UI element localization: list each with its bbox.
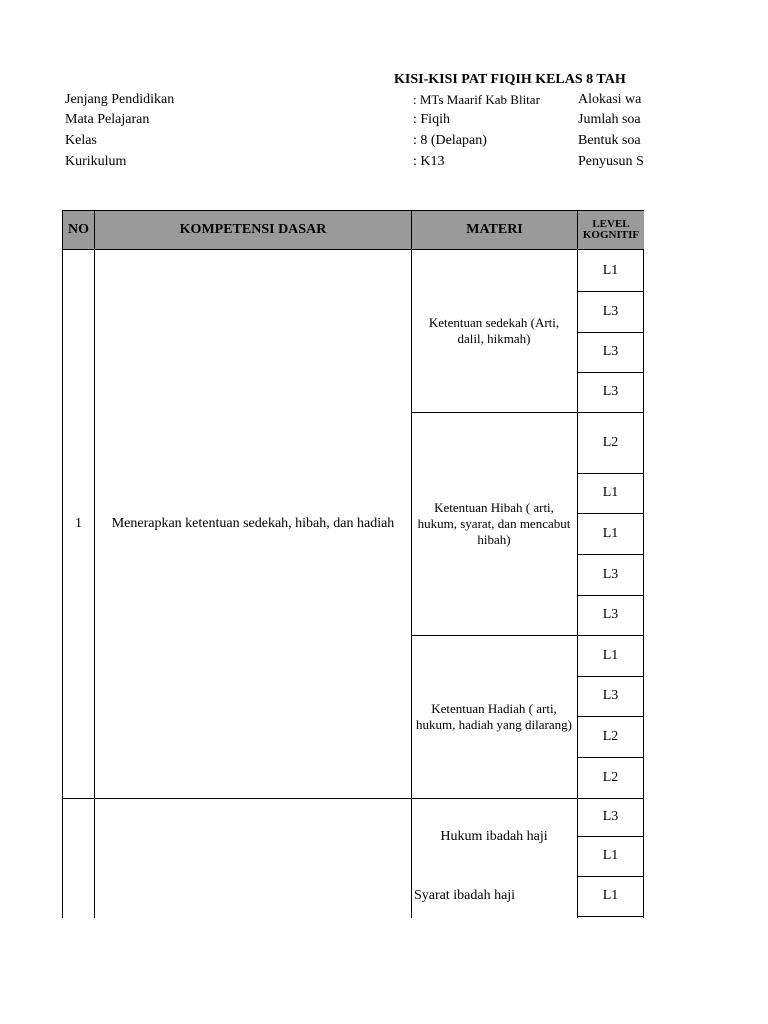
header-materi: MATERI — [411, 210, 578, 250]
header-level-kognitif — [577, 210, 644, 250]
level-cell: L1 — [602, 485, 619, 500]
level-cell: L1 — [602, 262, 619, 278]
header-level-line2: KOGNITIF — [582, 229, 640, 241]
materi-hukum-haji-text: Hukum ibadah haji — [440, 829, 548, 844]
level-cell: L3 — [602, 809, 619, 824]
materi-syarat-haji-text: Syarat ibadah haji — [414, 888, 516, 903]
meta-right-jumlah: Jumlah soa — [578, 112, 641, 127]
level-cell: L1 — [602, 848, 619, 863]
level-cell: L3 — [602, 303, 619, 319]
row-1-no: 1 — [75, 516, 82, 531]
materi-sedekah-text: Ketentuan sedekah (Arti, dalil, hikmah) — [428, 315, 560, 346]
document-title: KISI-KISI PAT FIQIH KELAS 8 TAH — [394, 72, 626, 87]
level-cell: L2 — [602, 434, 619, 450]
meta-label-kelas: Kelas — [65, 133, 97, 148]
materi-hadiah — [416, 635, 572, 798]
header-level-line1: LEVEL — [592, 218, 630, 230]
level-cell: L2 — [602, 728, 619, 744]
materi-hibah-text: Ketentuan Hibah ( arti, hukum, syarat, dan mencabut hibah) — [417, 499, 571, 547]
level-cell: L3 — [602, 344, 619, 359]
meta-right-alokasi: Alokasi wa — [578, 92, 642, 107]
meta-value-kelas: : 8 (Delapan) — [413, 133, 487, 148]
meta-value-mapel: : Fiqih — [413, 112, 450, 127]
level-cell: L3 — [602, 384, 619, 399]
meta-right-bentuk: Bentuk soa — [578, 133, 641, 148]
level-separator — [577, 916, 644, 917]
meta-value-kurikulum: : K13 — [413, 154, 445, 169]
level-cell: L3 — [602, 688, 619, 703]
materi-syarat-haji — [414, 876, 574, 916]
level-cell: L1 — [602, 525, 619, 541]
grid-line — [411, 250, 412, 918]
materi-hadiah-text: Ketentuan Hadiah ( arti, hukum, hadiah yang dilarang) — [416, 700, 572, 732]
level-cell: L2 — [602, 769, 619, 785]
materi-hibah — [416, 412, 572, 635]
meta-label-kurikulum: Kurikulum — [65, 154, 127, 169]
level-cell: L3 — [602, 607, 619, 622]
meta-value-jenjang: : MTs Maarif Kab Blitar — [413, 92, 540, 107]
header-no: NO — [62, 210, 95, 250]
materi-sedekah — [416, 250, 572, 412]
level-cell: L1 — [602, 647, 619, 663]
level-cell: L1 — [602, 888, 619, 903]
meta-label-mapel: Mata Pelajaran — [65, 112, 150, 127]
header-kompetensi-dasar: KOMPETENSI DASAR — [94, 210, 412, 250]
meta-right-penyusun: Penyusun S — [578, 154, 644, 169]
meta-label-jenjang: Jenjang Pendidikan — [65, 92, 175, 107]
row-1-kompetensi-dasar: Menerapkan ketentuan sedekah, hibah, dan hadiah — [111, 516, 395, 531]
materi-hukum-haji — [416, 798, 572, 876]
level-cell: L3 — [602, 566, 619, 582]
